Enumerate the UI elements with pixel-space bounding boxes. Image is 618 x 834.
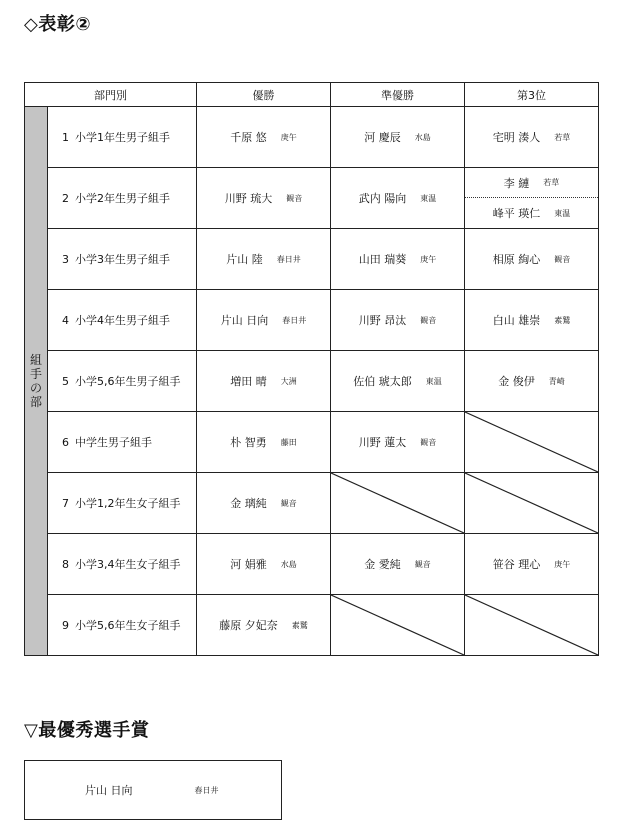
third-place-org: 素鷲	[554, 315, 571, 325]
table-row	[25, 534, 599, 595]
row-number: 6	[62, 436, 69, 449]
section-title-mvp: ▽最優秀選手賞	[24, 720, 150, 741]
table-header-row	[25, 83, 599, 107]
third-place-name: 峰平 瑛仁	[492, 207, 541, 220]
category-name: 小学5,6年生女子組手	[75, 619, 181, 632]
third-place-winner	[465, 198, 598, 228]
second-place-cell	[331, 290, 465, 351]
third-place-org: 青崎	[548, 376, 565, 386]
table-row	[25, 351, 599, 412]
first-place-org: 素鷲	[291, 620, 308, 630]
second-place-org: 観音	[414, 559, 431, 569]
second-place-cell	[331, 534, 465, 595]
first-place-winner	[197, 434, 330, 450]
row-number: 1	[62, 131, 69, 144]
third-place-org: 若草	[543, 178, 560, 187]
second-place-org: 庚午	[420, 254, 437, 264]
first-place-cell	[197, 168, 331, 229]
second-place-name: 武内 陽向	[358, 192, 407, 205]
category-name: 中学生男子組手	[75, 436, 152, 449]
row-number: 5	[62, 375, 69, 388]
second-place-winner	[331, 312, 464, 328]
second-place-name: 川野 蓮太	[358, 436, 407, 449]
first-place-name: 川野 琉大	[224, 192, 273, 205]
third-place-org: 東温	[554, 208, 571, 218]
row-number: 8	[62, 558, 69, 571]
first-place-name: 片山 陸	[226, 253, 263, 266]
category-name: 小学5,6年生男子組手	[75, 375, 181, 388]
category-cell	[48, 534, 197, 595]
header-third: 第3位	[465, 83, 599, 107]
first-place-winner	[197, 617, 330, 633]
first-place-org: 観音	[286, 193, 303, 203]
row-number: 4	[62, 314, 69, 327]
category-cell	[48, 290, 197, 351]
first-place-org: 大洲	[280, 376, 297, 386]
second-place-cell	[331, 168, 465, 229]
second-place-winner	[331, 190, 464, 206]
second-place-winner	[331, 129, 464, 145]
category-cell	[48, 168, 197, 229]
first-place-org: 庚午	[280, 132, 297, 142]
first-place-name: 増田 晴	[230, 375, 267, 388]
third-place-cell	[465, 290, 599, 351]
second-place-name: 金 愛純	[364, 558, 401, 571]
first-place-org: 藤田	[280, 437, 297, 447]
first-place-org: 水島	[280, 559, 297, 569]
second-place-org: 東温	[425, 376, 442, 386]
empty-slash	[331, 473, 464, 533]
empty-slash	[465, 473, 598, 533]
second-place-winner	[331, 373, 464, 389]
first-place-winner	[197, 312, 330, 328]
second-place-empty-cell	[331, 595, 465, 656]
side-label-cell	[25, 107, 48, 656]
first-place-name: 金 璃純	[230, 497, 267, 510]
header-first: 優勝	[197, 83, 331, 107]
third-place-org: 若草	[554, 132, 571, 142]
first-place-cell	[197, 290, 331, 351]
third-place-winner	[465, 556, 598, 572]
first-place-winner	[197, 251, 330, 267]
side-label: 組手の部	[29, 353, 42, 409]
first-place-cell	[197, 412, 331, 473]
table-row	[25, 290, 599, 351]
first-place-name: 千原 悠	[230, 131, 267, 144]
second-place-name: 河 慶辰	[364, 131, 401, 144]
table-row	[25, 412, 599, 473]
first-place-cell	[197, 351, 331, 412]
second-place-cell	[331, 412, 465, 473]
second-place-winner	[331, 556, 464, 572]
third-place-org: 観音	[554, 254, 571, 264]
third-place-cell	[465, 351, 599, 412]
second-place-name: 山田 瑞葵	[358, 253, 407, 266]
third-place-name: 李 縺	[503, 176, 530, 190]
third-place-name: 笹谷 理心	[492, 558, 541, 571]
category-cell	[48, 473, 197, 534]
third-place-winner	[465, 312, 598, 328]
second-place-org: 観音	[420, 437, 437, 447]
table-row	[25, 168, 599, 229]
second-place-org: 観音	[420, 315, 437, 325]
row-number: 9	[62, 619, 69, 632]
third-place-winner	[465, 251, 598, 267]
second-place-winner	[331, 251, 464, 267]
first-place-org: 春日井	[276, 254, 301, 264]
second-place-empty-cell	[331, 473, 465, 534]
third-place-name: 白山 雄崇	[492, 314, 541, 327]
third-place-empty-cell	[465, 412, 599, 473]
first-place-winner	[197, 373, 330, 389]
third-place-name: 宅明 湊人	[492, 131, 541, 144]
first-place-cell	[197, 595, 331, 656]
third-place-winner	[465, 373, 598, 389]
third-place-cell	[465, 107, 599, 168]
first-place-winner	[197, 129, 330, 145]
category-cell	[48, 412, 197, 473]
first-place-winner	[197, 190, 330, 206]
category-cell	[48, 595, 197, 656]
second-place-cell	[331, 351, 465, 412]
second-place-winner	[331, 434, 464, 450]
third-place-winner	[465, 168, 598, 198]
table-row	[25, 229, 599, 290]
row-number: 7	[62, 497, 69, 510]
row-number: 2	[62, 192, 69, 205]
first-place-cell	[197, 229, 331, 290]
mvp-org: 春日井	[194, 785, 219, 795]
first-place-org: 観音	[280, 498, 297, 508]
first-place-winner	[197, 556, 330, 572]
first-place-name: 片山 日向	[220, 314, 269, 327]
second-place-name: 川野 昂汰	[358, 314, 407, 327]
third-place-cell	[465, 168, 599, 229]
third-place-name: 金 俊伊	[498, 375, 535, 388]
category-name: 小学3年生男子組手	[75, 253, 170, 266]
second-place-name: 佐伯 琥太郎	[353, 375, 412, 388]
third-place-cell	[465, 534, 599, 595]
first-place-name: 河 娟雅	[230, 558, 267, 571]
section-title-awards: ◇表彰②	[24, 14, 92, 35]
first-place-cell	[197, 473, 331, 534]
second-place-cell	[331, 229, 465, 290]
second-place-org: 東温	[420, 193, 437, 203]
category-name: 小学4年生男子組手	[75, 314, 170, 327]
row-number: 3	[62, 253, 69, 266]
third-place-org: 庚午	[554, 559, 571, 569]
first-place-cell	[197, 107, 331, 168]
header-category: 部門別	[25, 83, 197, 107]
empty-slash	[331, 595, 464, 655]
mvp-box	[24, 760, 282, 820]
first-place-winner	[197, 495, 330, 511]
category-name: 小学1年生男子組手	[75, 131, 170, 144]
category-cell	[48, 351, 197, 412]
second-place-org: 水島	[414, 132, 431, 142]
table-row	[25, 473, 599, 534]
empty-slash	[465, 412, 598, 472]
category-cell	[48, 107, 197, 168]
mvp-name: 片山 日向	[85, 784, 133, 797]
first-place-name: 藤原 夕妃奈	[219, 619, 278, 632]
category-cell	[48, 229, 197, 290]
first-place-cell	[197, 534, 331, 595]
first-place-name: 朴 智勇	[230, 436, 267, 449]
third-place-name: 相原 絢心	[492, 253, 541, 266]
category-name: 小学1,2年生女子組手	[75, 497, 181, 510]
header-second: 準優勝	[331, 83, 465, 107]
third-place-winner	[465, 129, 598, 145]
third-place-cell	[465, 229, 599, 290]
empty-slash	[465, 595, 598, 655]
category-name: 小学3,4年生女子組手	[75, 558, 181, 571]
category-name: 小学2年生男子組手	[75, 192, 170, 205]
third-place-empty-cell	[465, 595, 599, 656]
table-row	[25, 107, 599, 168]
second-place-cell	[331, 107, 465, 168]
table-row	[25, 595, 599, 656]
third-place-empty-cell	[465, 473, 599, 534]
first-place-org: 春日井	[282, 315, 307, 325]
awards-table	[24, 82, 599, 656]
